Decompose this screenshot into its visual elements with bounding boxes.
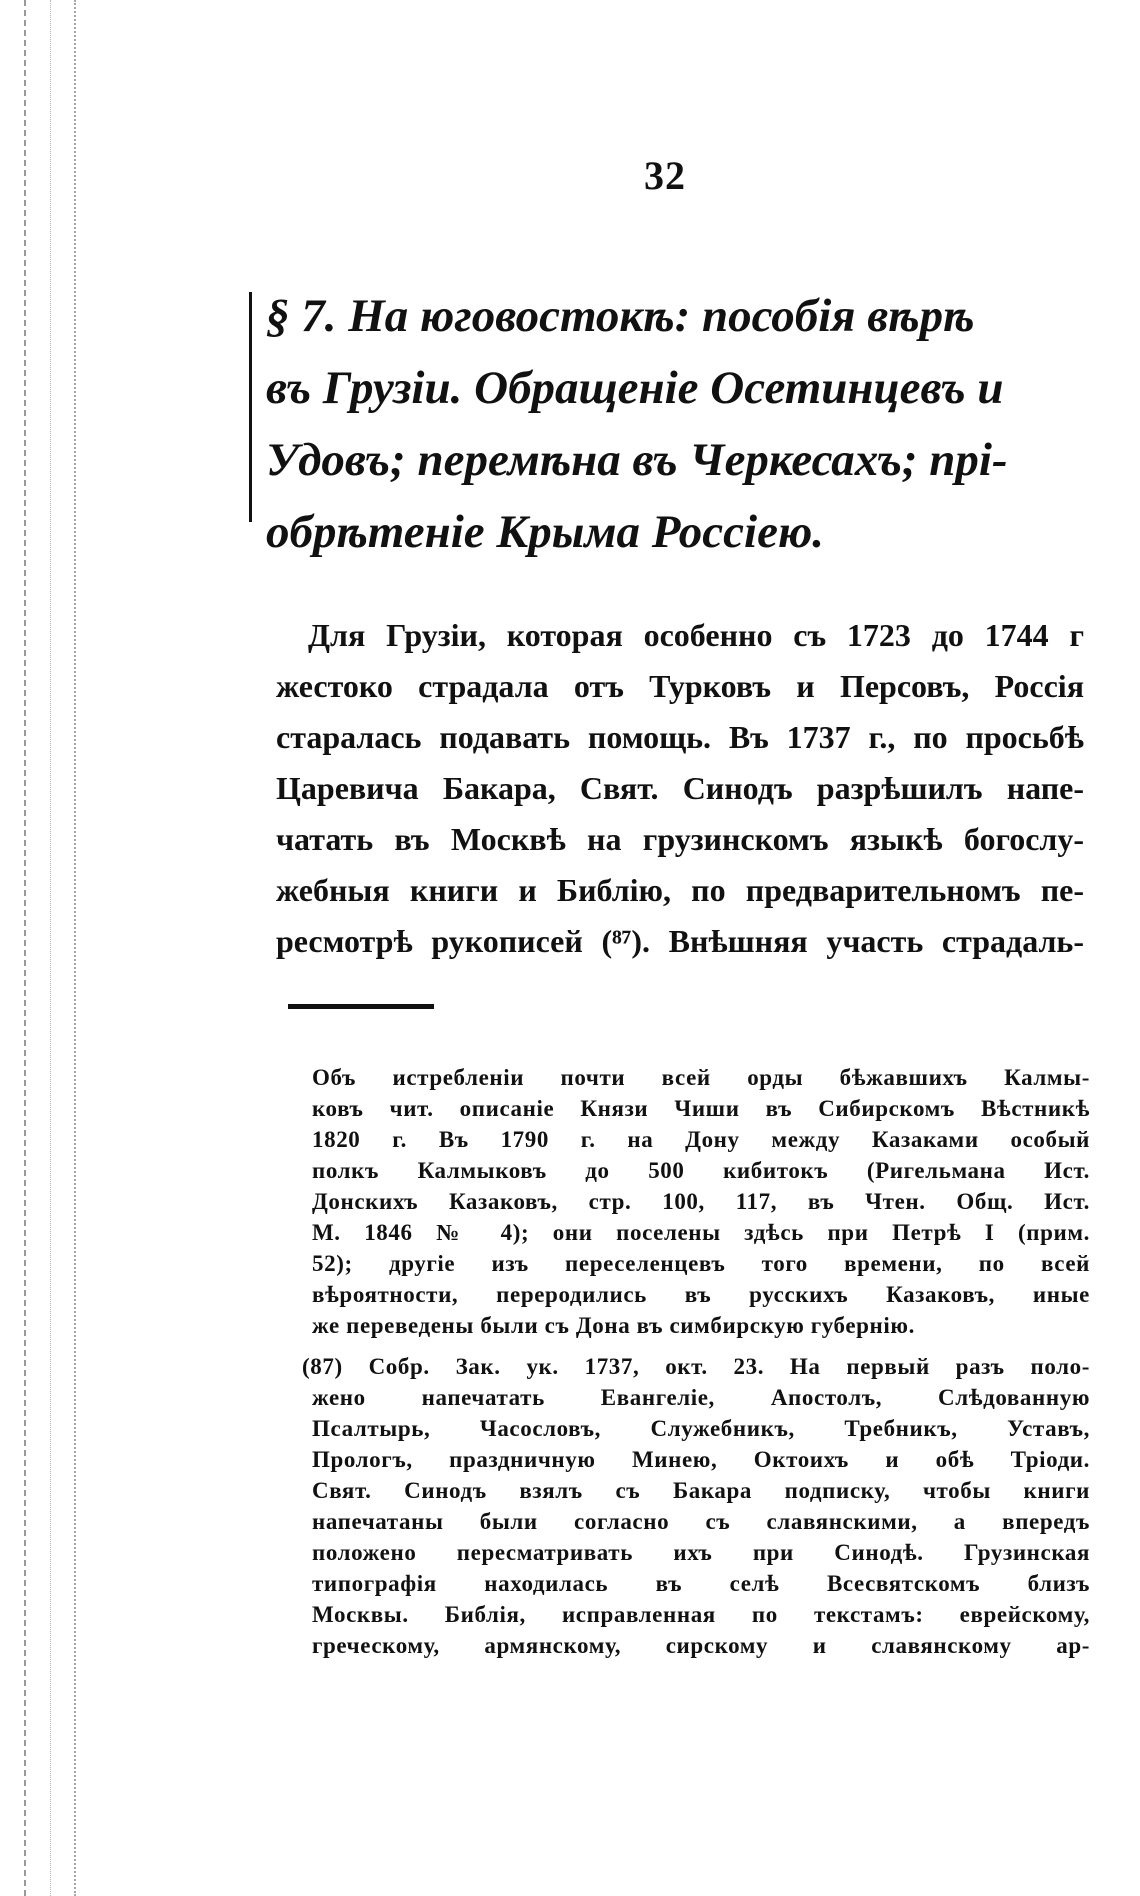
footnote-separator xyxy=(288,1004,434,1009)
footnote-continued xyxy=(312,1062,1090,1341)
footnote-line: 52); другіе изъ переселенцевъ того времени, по всей xyxy=(312,1251,1090,1276)
footnote-line: типографія находилась въ селѣ Всесвятскомъ близъ xyxy=(312,1571,1090,1596)
heading-line: въ Грузіи. Обращеніе Осетинцевъ и xyxy=(266,362,1004,414)
footnote-line: Объ истребленіи почти всей орды бѣжавшихъ Калмы- xyxy=(312,1065,1090,1090)
footnote-line: положено пересматривать ихъ при Синодѣ. Грузинская xyxy=(312,1540,1090,1565)
body-line: старалась подавать помощь. Въ 1737 г., по просьбѣ xyxy=(276,719,1084,755)
footnote-line: 1820 г. Въ 1790 г. на Дону между Казаками особый xyxy=(312,1127,1090,1152)
body-line: Царевича Бакара, Свят. Синодъ разрѣшилъ напе- xyxy=(276,770,1084,806)
footnote-line: Донскихъ Казаковъ, стр. 100, 117, въ Чтен. Общ. Ист. xyxy=(312,1189,1090,1214)
body-line: Для Грузіи, которая особенно съ 1723 до 1744 г xyxy=(308,617,1084,653)
body-line: жебныя книги и Библію, по предварительномъ пе- xyxy=(276,872,1084,908)
page-number: 32 xyxy=(644,153,686,198)
footnote-line: Прологъ, праздничную Минею, Октоихъ и обѣ Тріоди. xyxy=(312,1447,1090,1472)
heading-line: Удовъ; перемѣна въ Черкесахъ; прі- xyxy=(266,434,1008,486)
footnote-line: Москвы. Библія, исправленная по текстамъ: еврейскому, xyxy=(312,1602,1090,1627)
footnote-line: вѣроятности, переродились въ русскихъ Казаковъ, иные xyxy=(312,1282,1090,1307)
heading-line: обрѣтеніе Крыма Россіею. xyxy=(266,506,825,558)
scan-edge-noise xyxy=(50,0,51,1896)
footnote-line: Псалтырь, Часословъ, Служебникъ, Требникъ, Уставъ, xyxy=(312,1416,1090,1441)
heading-line: § 7. На юговостокѣ: пособія вѣрѣ xyxy=(266,290,975,342)
footnote-line: же переведены были съ Дона въ симбирскую губернію. xyxy=(312,1313,915,1338)
footnote-line: М. 1846 № 4); они поселены здѣсь при Петрѣ I (прим. xyxy=(312,1220,1090,1245)
footnote-line: ковъ чит. описаніе Князи Чиши въ Сибирскомъ Вѣстникѣ xyxy=(312,1096,1090,1121)
scan-edge-noise xyxy=(24,0,26,1896)
footnote-87 xyxy=(302,1351,1090,1661)
section-heading xyxy=(266,280,1086,568)
body-paragraph xyxy=(276,610,1084,967)
scan-edge-noise xyxy=(74,0,76,1896)
heading-margin-rule xyxy=(249,292,252,522)
body-line: жестоко страдала отъ Турковъ и Персовъ, Россія xyxy=(276,668,1084,704)
footnote-line: (87) Собр. Зак. ук. 1737, окт. 23. На первый разъ поло- xyxy=(302,1354,1090,1379)
footnote-line: напечатаны были согласно съ славянскими, а впередъ xyxy=(312,1509,1090,1534)
footnote-line: полкъ Калмыковъ до 500 кибитокъ (Ригельмана Ист. xyxy=(312,1158,1090,1183)
footnotes xyxy=(302,1062,1090,1661)
body-line: ресмотрѣ рукописей (⁸⁷). Внѣшняя участь страдаль- xyxy=(276,923,1084,959)
footnote-line: жено напечатать Евангеліе, Апостолъ, Слѣдованную xyxy=(312,1385,1090,1410)
footnote-line: Свят. Синодъ взялъ съ Бакара подписку, чтобы книги xyxy=(312,1478,1090,1503)
body-line: чатать въ Москвѣ на грузинскомъ языкѣ богослу- xyxy=(276,821,1084,857)
footnote-line: греческому, армянскому, сирскому и славянскому ар- xyxy=(312,1633,1090,1658)
